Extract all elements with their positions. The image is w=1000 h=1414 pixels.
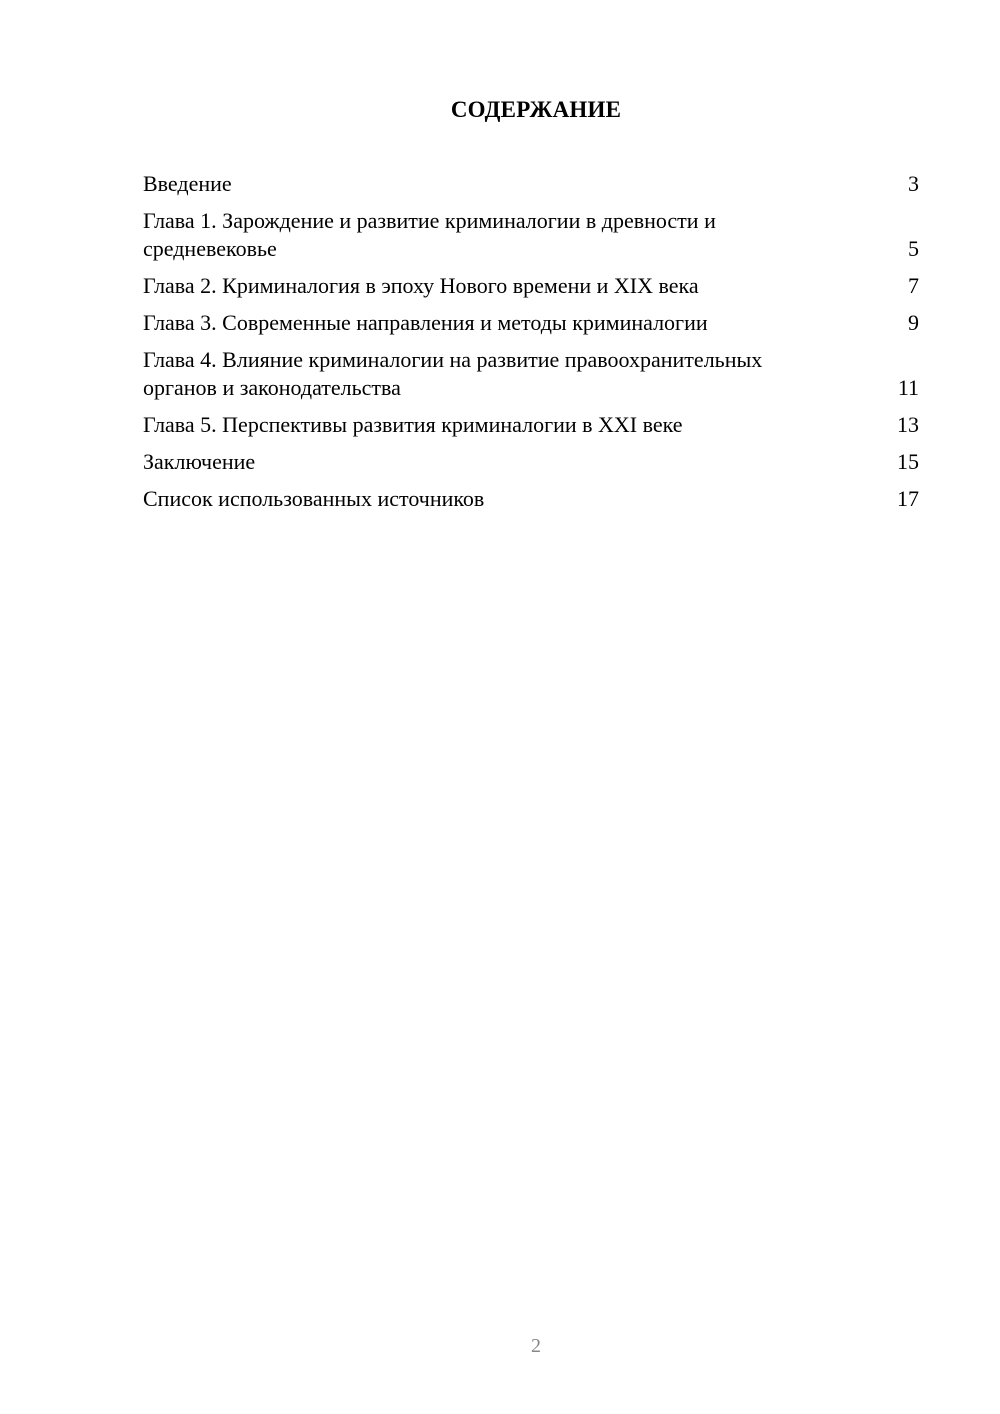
toc-entry-text: Глава 4. Влияние криминалогии на развитие правоохранительных органов и законодательства — [143, 347, 763, 400]
toc-entry-page: 7 — [908, 273, 919, 298]
toc-entry-text: Глава 3. Современные направления и методы криминалогии — [143, 310, 708, 335]
toc-entry-text: Введение — [143, 171, 232, 196]
toc-entry-references — [143, 485, 919, 513]
toc-entry-page: 3 — [908, 171, 919, 196]
table-of-contents — [143, 170, 919, 522]
toc-entry-page: 17 — [897, 486, 919, 511]
toc-entry-chapter-3 — [143, 309, 919, 337]
toc-entry-introduction — [143, 170, 919, 198]
toc-entry-text: Список использованных источников — [143, 486, 485, 511]
toc-entry-chapter-5 — [143, 411, 919, 439]
toc-entry-chapter-2 — [143, 272, 919, 300]
page-title: СОДЕРЖАНИЕ — [450, 97, 622, 122]
toc-entry-text: Глава 1. Зарождение и развитие криминалогии в древности и средневековье — [143, 208, 716, 261]
toc-entry-page: 5 — [908, 236, 919, 261]
toc-entry-page: 9 — [908, 310, 919, 335]
toc-entry-page: 15 — [897, 449, 919, 474]
toc-entry-chapter-4 — [143, 346, 919, 402]
toc-entry-page: 13 — [897, 412, 919, 437]
toc-entry-chapter-1 — [143, 207, 919, 263]
toc-entry-page: 11 — [897, 375, 919, 400]
toc-entry-text: Заключение — [143, 449, 256, 474]
toc-entry-conclusion — [143, 448, 919, 476]
toc-entry-text: Глава 5. Перспективы развития криминалогии в XXI веке — [143, 412, 683, 437]
page-number: 2 — [531, 1335, 541, 1357]
toc-entry-text: Глава 2. Криминалогия в эпоху Нового времени и XIX века — [143, 273, 699, 298]
